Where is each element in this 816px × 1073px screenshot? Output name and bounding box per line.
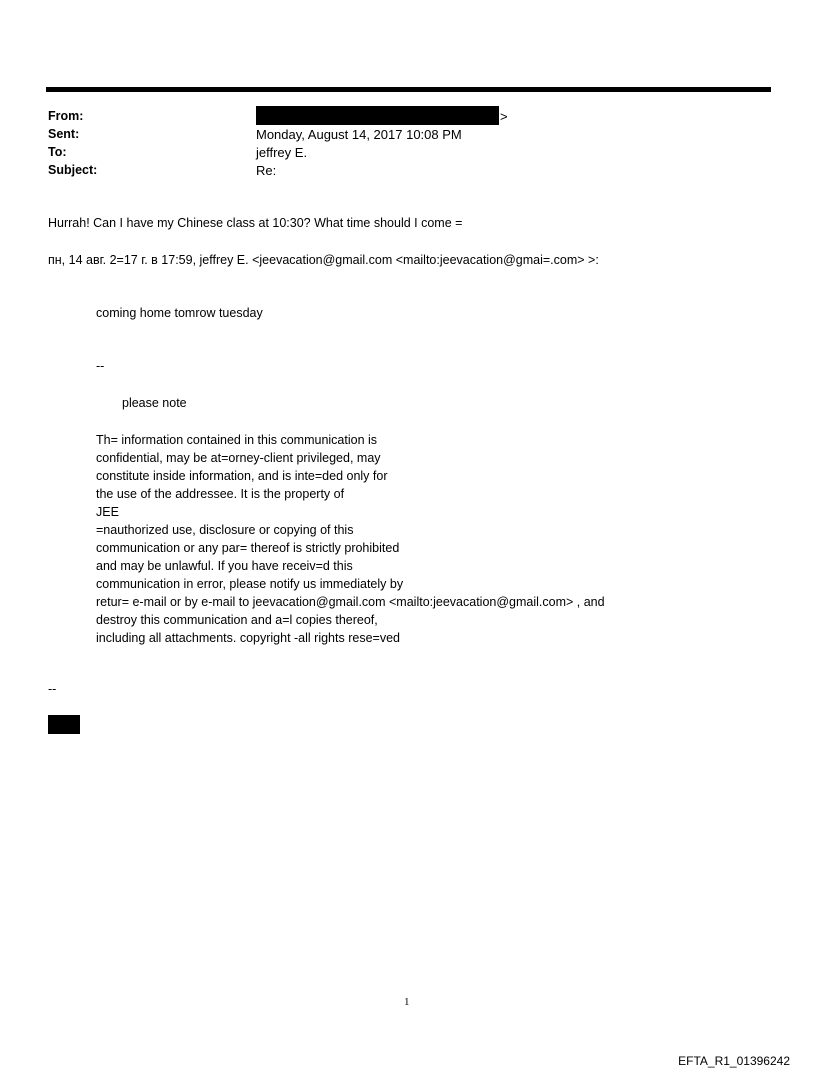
disclaimer-line: retur= e-mail or by e-mail to jeevacation@gmail.com <mailto:jeevacation@gmail.com> , and [96,595,605,609]
disclaimer-line: including all attachments. copyright -all rights rese=ved [96,631,400,645]
body-line-1: Hurrah! Can I have my Chinese class at 10:30? What time should I come = [48,216,463,230]
header-rule [46,87,771,92]
quoted-message: coming home tomrow tuesday [96,306,263,320]
subject-label: Subject: [48,163,98,177]
disclaimer-line: constitute inside information, and is inte=ded only for [96,469,388,483]
disclaimer-line: destroy this communication and a=l copies thereof, [96,613,378,627]
disclaimer-line: the use of the addressee. It is the property of [96,487,345,501]
disclaimer-line: and may be unlawful. If you have receiv=d this [96,559,353,573]
to-value: jeffrey E. [256,145,308,160]
quoted-separator: -- [96,359,105,373]
quote-intro: пн, 14 авг. 2=17 г. в 17:59, jeffrey E. <jeevacation@gmail.com <mailto:jeevacation@gmai=.com> >: [48,253,599,267]
from-redaction [256,106,499,125]
to-label: To: [48,145,67,159]
disclaimer [96,431,605,647]
sent-value: Monday, August 14, 2017 10:08 PM [256,127,462,142]
page-number: 1 [404,996,410,1008]
subject-value: Re: [256,163,277,178]
signature-redaction [48,715,80,734]
disclaimer-line: Th= information contained in this communication is [96,433,378,447]
disclaimer-line: communication in error, please notify us immediately by [96,577,404,591]
please-note: please note [122,396,187,410]
document-id: EFTA_R1_01396242 [678,1054,790,1068]
signature-separator: -- [48,682,57,696]
from-suffix: > [500,109,508,124]
sent-label: Sent: [48,127,80,141]
from-label: From: [48,109,84,123]
disclaimer-line: JEE [96,505,119,519]
disclaimer-line: communication or any par= thereof is strictly prohibited [96,541,400,555]
disclaimer-line: confidential, may be at=orney-client privileged, may [96,451,381,465]
disclaimer-line: =nauthorized use, disclosure or copying of this [96,523,354,537]
